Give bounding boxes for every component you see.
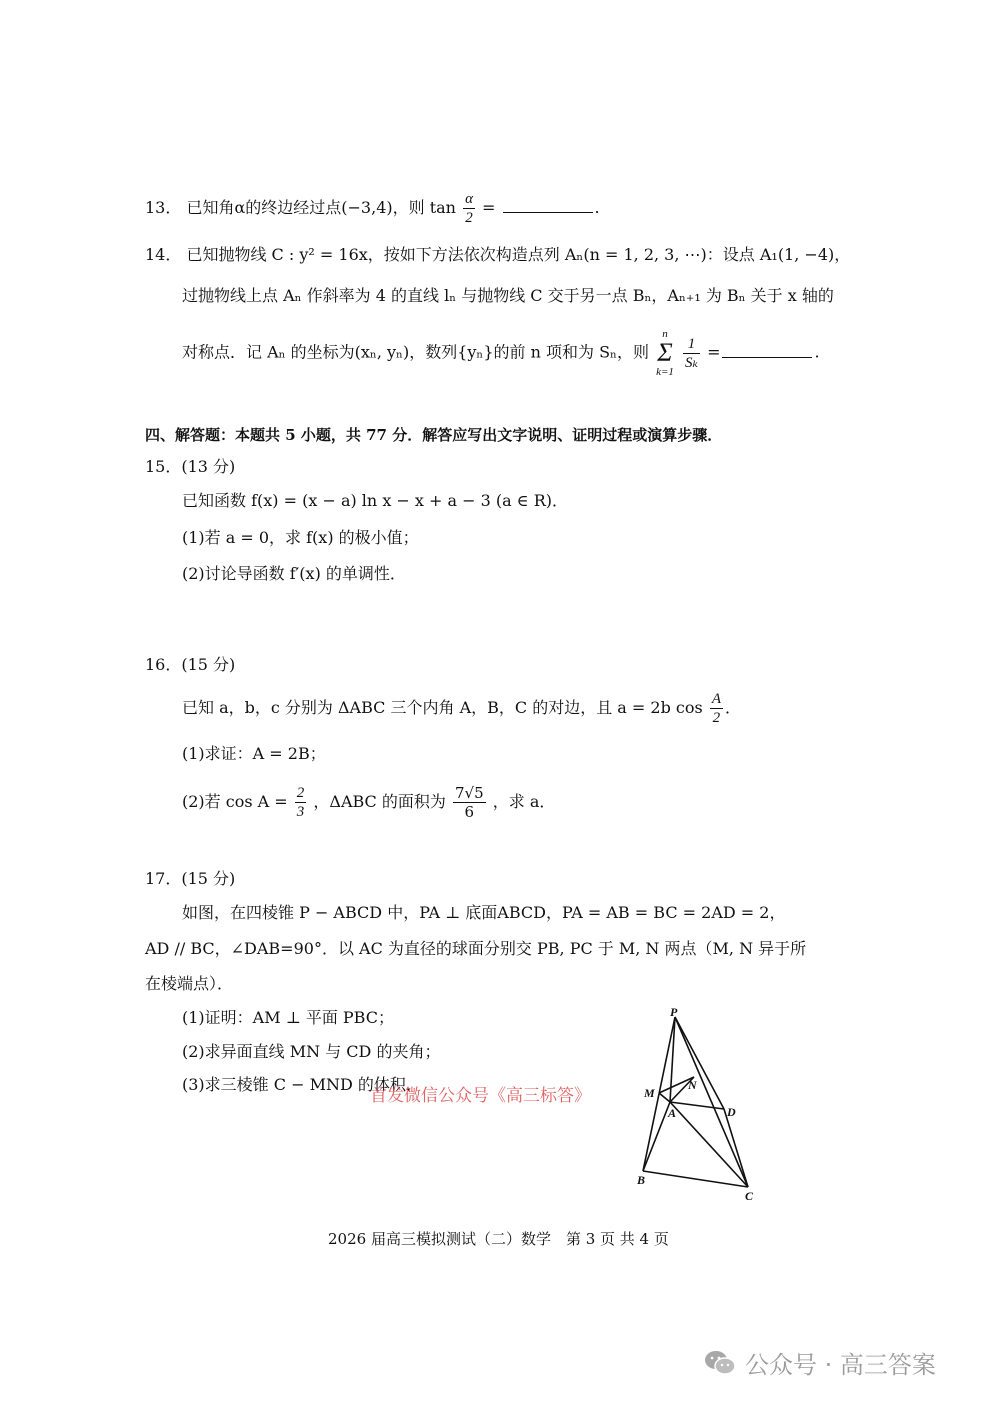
q16-part2-b: ，ΔABC 的面积为 bbox=[313, 792, 446, 811]
section4-title: 四、解答题：本题共 5 小题，共 77 分．解答应写出文字说明、证明过程或演算步骤． bbox=[145, 426, 723, 444]
q16-part2 bbox=[182, 784, 555, 821]
edge-AB bbox=[643, 1102, 670, 1171]
q14-equals: = bbox=[707, 342, 721, 362]
label-M: M bbox=[644, 1086, 655, 1100]
q17-part2: (2)求异面直线 MN 与 CD 的夹角； bbox=[182, 1042, 441, 1061]
q13-end: . bbox=[594, 198, 600, 217]
q14-text-3: 对称点．记 Aₙ 的坐标为(xₙ, yₙ)，数列{yₙ}的前 n 项和为 Sₙ，则 bbox=[182, 342, 649, 362]
edge-AM bbox=[659, 1093, 670, 1102]
q16-frac2-den: 6 bbox=[464, 803, 475, 821]
q13-frac-den: 2 bbox=[465, 210, 473, 226]
q14-sum-top: n bbox=[662, 328, 668, 340]
q13 bbox=[145, 190, 600, 227]
q17-header: 17．(15 分) bbox=[145, 869, 236, 888]
edge-PD bbox=[675, 1017, 724, 1109]
q16-part2-a: (2)若 cos A = bbox=[182, 792, 288, 811]
q17-line1: 如图，在四棱锥 P − ABCD 中，PA ⊥ 底面ABCD，PA = AB = BC = 2AD = 2， bbox=[182, 903, 786, 922]
q16-stem-end: ． bbox=[725, 698, 742, 717]
q14-line2 bbox=[182, 285, 834, 307]
q16-frac2-num: 7√5 bbox=[454, 784, 484, 802]
q13-frac-num: α bbox=[465, 191, 473, 207]
q14-end: . bbox=[814, 342, 820, 362]
q16-part2-c: ，求 a． bbox=[492, 792, 556, 811]
q14-fraction bbox=[683, 335, 700, 372]
label-C: C bbox=[745, 1189, 754, 1203]
q14-frac-den: Sₖ bbox=[684, 354, 698, 371]
q15-part1: (1)若 a = 0，求 f(x) 的极小值； bbox=[182, 528, 419, 547]
q16-part2-frac1 bbox=[295, 784, 307, 821]
q13-answer-blank[interactable] bbox=[503, 196, 593, 213]
q16-stem bbox=[182, 690, 741, 727]
edge-AC bbox=[670, 1102, 748, 1187]
brand-text: 公众号 · 高三答案 bbox=[745, 1351, 936, 1379]
q15-part2: (2)讨论导函数 f′(x) 的单调性． bbox=[182, 564, 406, 583]
q14-number: 14． bbox=[145, 245, 182, 264]
q17-line2: AD // BC，∠DAB=90°．以 AC 为直径的球面分别交 PB, PC 于 M, N 两点（M, N 异于所 bbox=[145, 939, 807, 958]
q14-answer-blank[interactable] bbox=[722, 341, 812, 358]
q14-line1 bbox=[145, 244, 850, 266]
wechat-icon bbox=[703, 1349, 737, 1377]
edge-AD bbox=[670, 1102, 724, 1109]
q13-equals: = bbox=[482, 198, 501, 217]
q16-stem-frac-num: A bbox=[711, 691, 722, 707]
q16-part1: (1)求证：A = 2B； bbox=[182, 744, 326, 763]
q14-text-2: 过抛物线上点 Aₙ 作斜率为 4 的直线 lₙ 与抛物线 C 交于另一点 Bₙ，Aₙ₊₁ 为 Bₙ 关于 x 轴的 bbox=[182, 286, 834, 305]
q13-text: 已知角α的终边经过点(−3,4)，则 tan bbox=[186, 198, 456, 217]
q13-fraction bbox=[463, 190, 475, 227]
q16-stem-frac-den: 2 bbox=[712, 710, 721, 726]
q14-sum-bottom: k=1 bbox=[656, 366, 674, 378]
q15-header: 15．(13 分) bbox=[145, 457, 236, 476]
edge-PC bbox=[675, 1017, 748, 1187]
q16-stem-fraction bbox=[710, 690, 723, 727]
edge-CD bbox=[724, 1109, 748, 1187]
q16-header: 16．(15 分) bbox=[145, 655, 236, 674]
q17-part3: (3)求三棱锥 C − MND 的体积． bbox=[182, 1075, 422, 1094]
q14-line3 bbox=[182, 328, 820, 378]
q14-frac-num: 1 bbox=[683, 335, 700, 354]
q14-text-1: 已知抛物线 C : y² = 16x，按如下方法依次构造点列 Aₙ(n = 1, 2, 3, ⋯)：设点 A₁(1, −4)， bbox=[186, 245, 851, 264]
pyramid-figure bbox=[628, 1005, 778, 1205]
sigma-icon: Σ bbox=[657, 338, 673, 367]
brand-watermark bbox=[703, 1345, 936, 1380]
label-B: B bbox=[637, 1173, 646, 1187]
q16-frac1-den: 3 bbox=[296, 804, 305, 820]
q17-part1: (1)证明：AM ⊥ 平面 PBC； bbox=[182, 1008, 394, 1027]
label-P: P bbox=[670, 1005, 678, 1019]
label-N: N bbox=[688, 1078, 697, 1092]
q13-number: 13． bbox=[145, 198, 182, 217]
label-A: A bbox=[668, 1106, 677, 1120]
q16-frac1-num: 2 bbox=[296, 785, 305, 801]
label-D: D bbox=[727, 1105, 736, 1119]
q16-stem-text: 已知 a，b，c 分别为 ΔABC 三个内角 A，B，C 的对边，且 a = 2b cos bbox=[182, 698, 703, 717]
watermark-text: 首发微信公众号《高三标答》 bbox=[370, 1086, 591, 1106]
q14-summation bbox=[656, 328, 674, 378]
q15-stem: 已知函数 f(x) = (x − a) ln x − x + a − 3 (a ∈ R)． bbox=[182, 491, 568, 510]
page-footer: 2026 届高三模拟测试（二）数学 第 3 页 共 4 页 bbox=[328, 1230, 669, 1248]
q16-part2-frac2 bbox=[453, 784, 486, 821]
edge-BC bbox=[643, 1171, 748, 1187]
q17-line3: 在棱端点）． bbox=[145, 974, 234, 993]
